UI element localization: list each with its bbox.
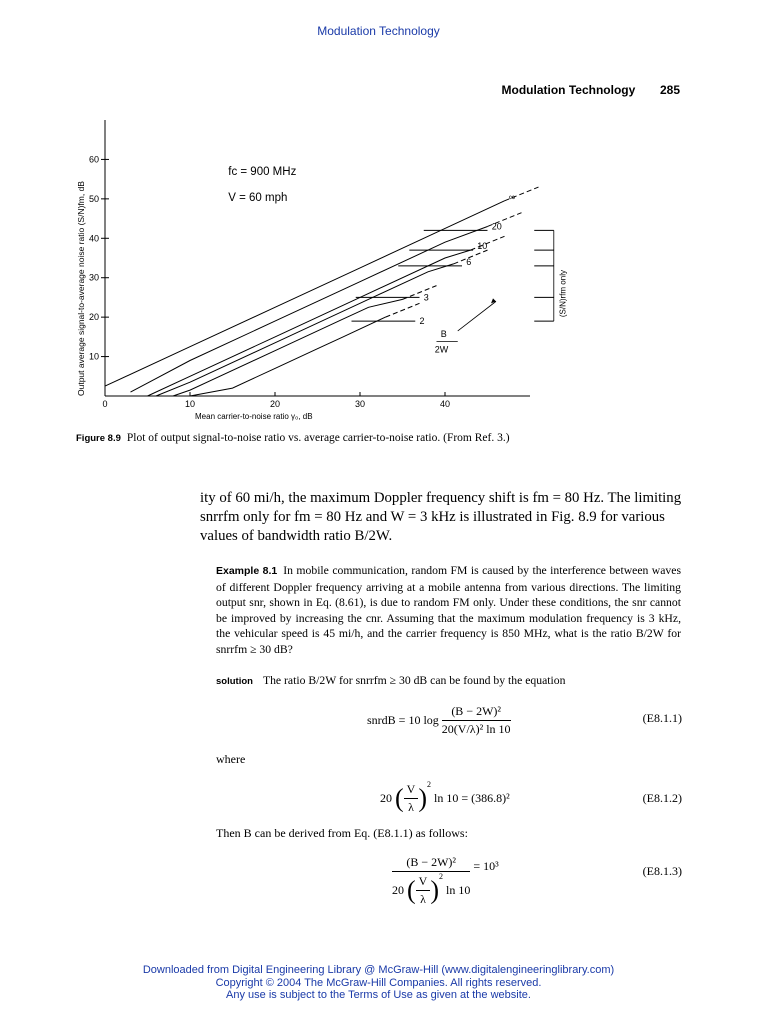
site-banner: Modulation Technology (317, 24, 440, 38)
x-tick-label: 40 (439, 399, 451, 409)
eq2-vfrac-num: V (404, 782, 419, 799)
eq3-number: (E8.1.3) (642, 864, 682, 878)
curve-label-1: 20 (491, 221, 502, 232)
y-tick-label: 30 (88, 272, 99, 283)
ratio-arrowhead (491, 298, 496, 303)
y-tick-label: 20 (88, 312, 99, 323)
eq1-fraction (442, 704, 511, 737)
x-axis-label: Mean carrier-to-noise ratio γ₀, dB (195, 412, 313, 421)
eq2-coef: 20 (380, 790, 392, 805)
x-tick-label: 20 (269, 399, 281, 409)
y-tick-label: 60 (88, 154, 99, 165)
eq3-coef: 20 (392, 882, 404, 897)
footer-line-2: Copyright © 2004 The McGraw-Hill Companies. All rights reserved. (215, 976, 542, 989)
figure-chart (72, 120, 568, 421)
ratio-denominator: 2W (434, 344, 449, 355)
eq3-den-tail: ln 10 (446, 882, 471, 897)
eq2-vfrac (404, 782, 419, 815)
body-paragraph: ity of 60 mi/h, the maximum Doppler frequency shift is fm = 80 Hz. The limiting snrrfm only for fm = 80 Hz and W = 3 kHz is illustrated in Fig. 8.9 for various values of bandwidth ratio B/2W. (200, 490, 682, 544)
then-text: Then B can be derived from Eq. (E8.1.1) as follows: (216, 826, 468, 840)
solution-line (216, 674, 681, 687)
footer (0, 964, 757, 1002)
curve-1 (131, 227, 488, 393)
curve-3 (156, 264, 454, 396)
solution-text: The ratio B/2W for snrrfm ≥ 30 dB can be found by the equation (262, 674, 566, 687)
running-title: Modulation Technology (501, 83, 636, 97)
eq1-denominator: 20(V/λ)² ln 10 (441, 722, 511, 736)
footer-line-1[interactable]: Downloaded from Digital Engineering Library @ McGraw-Hill (www.digitalengineeringlibrary.com) (142, 964, 615, 976)
ratio-numerator: B (440, 328, 447, 339)
curve-dash-5 (386, 303, 420, 317)
eq1-numerator: (B − 2W)² (442, 704, 511, 721)
running-head (502, 83, 680, 97)
eq1-lhs: snrdB = 10 log (367, 713, 439, 727)
curve-label-2: 10 (477, 241, 488, 252)
eq3-vfrac (416, 874, 431, 907)
eq2-vfrac-den: λ (408, 799, 414, 814)
eq2-rhs: ln 10 = (386.8)² (434, 790, 510, 805)
curve-5 (190, 317, 386, 396)
example-text: In mobile communication, random FM is caused by the interference between waves of different Doppler frequency arriving at a mobile antenna from various directions. The limiting output snr, shown in Eq. (8.61), is due to random FM only. Under these conditions, the snr cannot be improved by increasing the cnr. Assuming that the maximum modulation frequency is 3 kHz, the vehicular speed is 45 mi/h, and the carrier frequency is 850 MHz, what is the ratio B/2W for snrrfm ≥ 30 dB? (216, 564, 682, 656)
y-axis-label: Output average signal-to-average noise ratio (S/N)fm, dB (76, 181, 86, 396)
x-tick-label: 30 (354, 399, 366, 409)
where-text: where (216, 752, 246, 766)
eq1-number: (E8.1.1) (642, 711, 682, 725)
eq3-vfrac-den: λ (420, 891, 426, 906)
equation-e813 (392, 855, 499, 907)
example-block (216, 563, 681, 658)
eq3-rhs: = 10³ (473, 859, 499, 874)
curve-label-3: 6 (466, 256, 472, 267)
page-number: 285 (659, 83, 680, 97)
eq3-numerator: (B − 2W)² (392, 855, 470, 872)
eq2-number: (E8.1.2) (642, 791, 682, 805)
annotation-v: V = 60 mph (228, 191, 288, 204)
y-tick-label: 50 (88, 193, 99, 204)
curve-4 (173, 299, 403, 396)
curve-label-5: 2 (419, 316, 425, 327)
eq3-denominator: 20 ( $\frac{V}{\lambda}$ )$^2$ ln 10 (392, 872, 471, 906)
footer-line-3[interactable]: Any use is subject to the Terms of Use as given at the website. (226, 989, 531, 1001)
solution-label: solution (216, 676, 253, 687)
ratio-arrow (458, 301, 496, 331)
annotation-fc: fc = 900 MHz (228, 166, 297, 179)
right-limit-label: (S/N)rfm only (558, 270, 568, 318)
figure-caption-text: Plot of output signal-to-noise ratio vs. average carrier-to-noise ratio. (From Ref. 3.) (126, 432, 510, 444)
eq3-vfrac-num: V (416, 874, 431, 891)
y-tick-label: 10 (88, 351, 99, 362)
equation-e812: 20 ( $\frac{V}{\lambda}$ )$^2$ ln 10 = (386.8)² (380, 780, 510, 814)
example-label: Example 8.1 (216, 565, 278, 577)
curve-label-4: 3 (423, 292, 429, 303)
figure-caption (76, 431, 596, 446)
curve-label-0: ∞ (508, 191, 516, 202)
figure-caption-label: Figure 8.9 (76, 433, 121, 444)
x-tick-label: 10 (184, 399, 196, 409)
curve-dash-2 (471, 236, 505, 250)
y-tick-label: 40 (88, 233, 99, 244)
curve-0 (105, 201, 505, 386)
x-tick-label: 0 (102, 399, 108, 409)
equation-e811 (367, 704, 511, 737)
